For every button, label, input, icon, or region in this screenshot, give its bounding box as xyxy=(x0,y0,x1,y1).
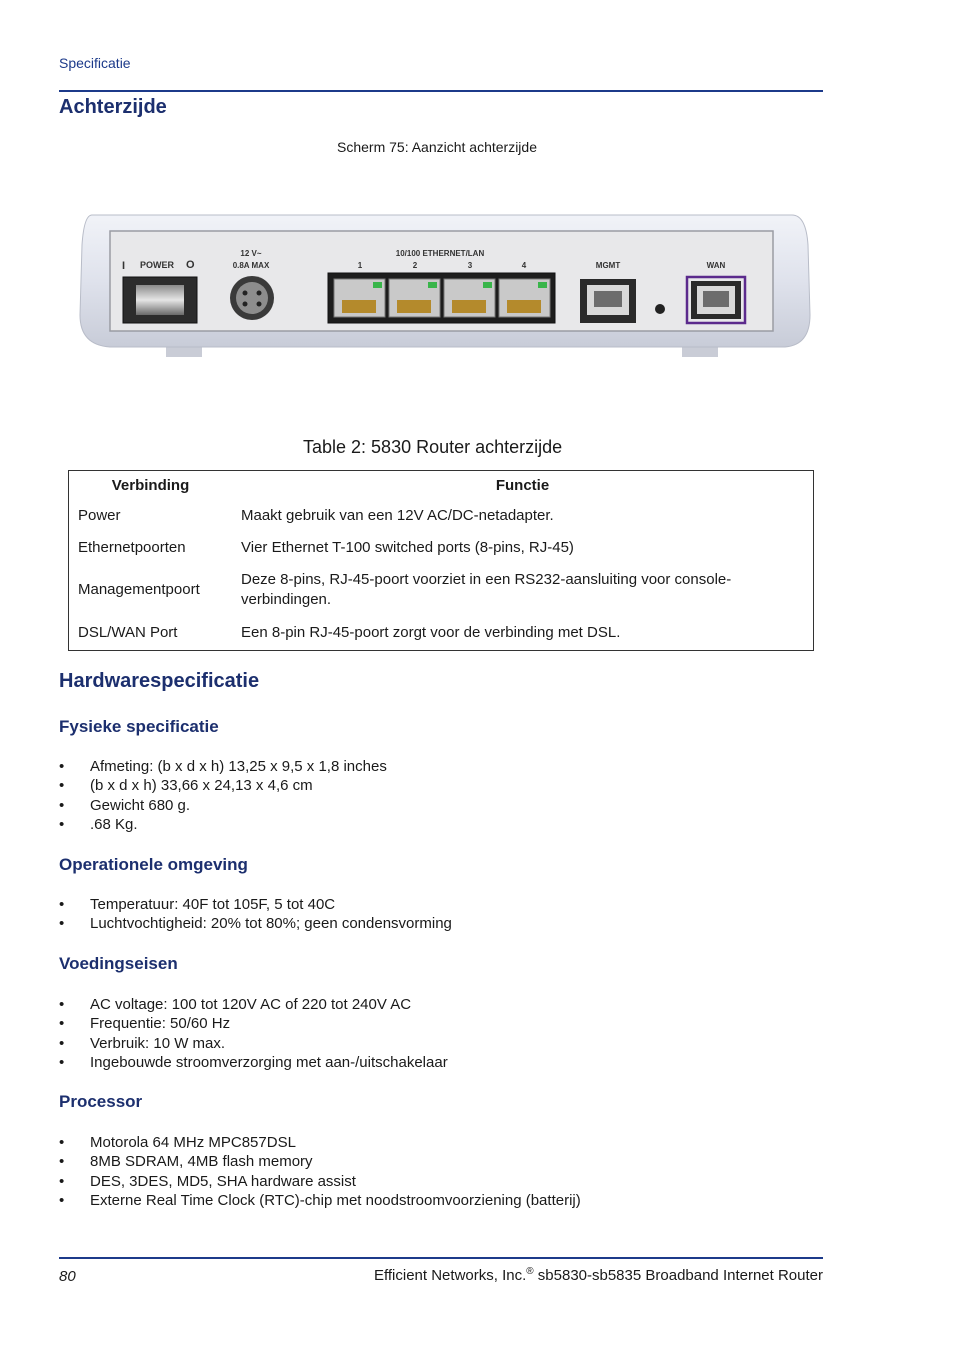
list-item xyxy=(59,1152,581,1171)
table-row xyxy=(69,500,814,532)
router-foot-right xyxy=(682,347,718,357)
mgmt-label: MGMT xyxy=(595,261,621,270)
bullet-symbol: • xyxy=(59,1172,65,1190)
bullet-symbol: • xyxy=(59,777,65,795)
list-item xyxy=(59,815,387,834)
running-header: Specificatie xyxy=(59,55,131,71)
port-number-3: 3 xyxy=(467,261,473,270)
list-item-text: Verbruik: 10 W max. xyxy=(90,1034,226,1052)
port-number-2: 2 xyxy=(412,261,418,270)
footer-product-line xyxy=(374,1266,823,1284)
list-item xyxy=(59,895,452,914)
voltage-label-1: 12 V~ xyxy=(240,249,262,258)
footer-company: Efficient Networks, Inc. xyxy=(373,1267,527,1284)
subsection-title: Voedingseisen xyxy=(59,954,178,973)
table-cell-function: Maakt gebruik van een 12V AC/DC-netadapter. xyxy=(241,507,554,524)
list-item-text: Frequentie: 50/60 Hz xyxy=(90,1015,231,1033)
bullet-symbol: • xyxy=(59,758,65,775)
list-item xyxy=(59,914,452,933)
port-number-1: 1 xyxy=(357,261,363,270)
bullet-symbol: • xyxy=(59,1015,65,1033)
power-on-mark: I xyxy=(122,260,126,272)
list-item xyxy=(59,1172,581,1191)
list-item-text: Luchtvochtigheid: 20% tot 80%; geen condensvorming xyxy=(90,915,452,933)
table-cell-connection: Power xyxy=(78,507,121,524)
list-item-text: Afmeting: (b x d x h) 13,25 x 9,5 x 1,8 inches xyxy=(90,758,387,775)
bullet-symbol: • xyxy=(59,996,65,1013)
list-item xyxy=(59,1034,448,1053)
ethernet-port-2[interactable] xyxy=(389,279,440,317)
list-item xyxy=(59,1133,581,1152)
bullet-symbol: • xyxy=(59,1053,65,1071)
table-cell-connection: Managementpoort xyxy=(78,581,200,598)
registered-mark: ® xyxy=(526,1266,534,1277)
list-item xyxy=(59,757,387,776)
bullet-list xyxy=(59,995,448,1072)
connections-table xyxy=(68,470,814,651)
list-item-text: Gewicht 680 g. xyxy=(90,796,191,814)
bullet-symbol: • xyxy=(59,815,65,833)
table-caption: Table 2: 5830 Router achterzijde xyxy=(303,437,563,457)
ethernet-label: 10/100 ETHERNET/LAN xyxy=(395,249,485,258)
table-cell-function: Vier Ethernet T-100 switched ports (8-pins, RJ-45) xyxy=(241,539,574,556)
list-item xyxy=(59,776,387,795)
list-item-text: Ingebouwde stroomverzorging met aan-/uitschakelaar xyxy=(90,1053,448,1071)
port-led-1 xyxy=(373,282,382,288)
list-item xyxy=(59,1191,581,1210)
ethernet-port-3[interactable] xyxy=(444,279,495,317)
list-item-text: AC voltage: 100 tot 120V AC of 220 tot 240V AC xyxy=(90,996,412,1013)
port-led-3 xyxy=(483,282,492,288)
router-foot-left xyxy=(166,347,202,357)
list-item-text: (b x d x h) 33,66 x 24,13 x 4,6 cm xyxy=(90,777,313,795)
port-led-2 xyxy=(428,282,437,288)
list-item xyxy=(59,1014,448,1033)
ethernet-port-1[interactable] xyxy=(334,279,385,317)
list-item-text: Temperatuur: 40F tot 105F, 5 tot 40C xyxy=(90,896,336,913)
list-item-text: Externe Real Time Clock (RTC)-chip met noodstroomvoorziening (batterij) xyxy=(90,1191,581,1209)
bullet-symbol: • xyxy=(59,1153,65,1171)
column-header-verbinding: Verbinding xyxy=(111,477,190,494)
bullet-list xyxy=(59,895,452,934)
bullet-list xyxy=(59,1133,581,1210)
list-item xyxy=(59,995,448,1014)
table-cell-connection: DSL/WAN Port xyxy=(78,623,178,641)
subsection-title: Operationele omgeving xyxy=(59,855,248,874)
bullet-symbol: • xyxy=(59,796,65,814)
port-led-4 xyxy=(538,282,547,288)
table-cell-function: Een 8-pin RJ-45-poort zorgt voor de verbinding met DSL. xyxy=(241,623,621,641)
reset-button[interactable] xyxy=(655,304,665,314)
bullet-symbol: • xyxy=(59,1034,65,1052)
table-row xyxy=(69,616,814,650)
router-back-panel-figure xyxy=(70,205,820,365)
bullet-symbol: • xyxy=(59,915,65,933)
table-row xyxy=(69,564,814,616)
wan-label: WAN xyxy=(706,261,726,270)
list-item xyxy=(59,1053,448,1072)
footer-rule xyxy=(59,1257,823,1259)
bullet-symbol: • xyxy=(59,1134,65,1151)
table-cell-connection: Ethernetpoorten xyxy=(78,539,186,556)
header-rule xyxy=(59,90,823,92)
list-item-text: .68 Kg. xyxy=(90,815,138,833)
table-cell-function: Deze 8-pins, RJ-45-poort voorziet in een RS232-aansluiting voor console-verbindingen. xyxy=(241,571,732,608)
page-number: 80 xyxy=(59,1268,76,1285)
subsection-title: Fysieke specificatie xyxy=(59,717,219,736)
list-item-text: DES, 3DES, MD5, SHA hardware assist xyxy=(90,1172,356,1190)
table-row xyxy=(69,532,814,564)
voltage-label-2: 0.8A MAX xyxy=(232,261,270,270)
ethernet-port-4[interactable] xyxy=(499,279,550,317)
subsection-title: Processor xyxy=(59,1092,143,1111)
list-item xyxy=(59,796,387,815)
port-number-4: 4 xyxy=(521,261,527,270)
figure-caption: Scherm 75: Aanzicht achterzijde xyxy=(337,139,537,155)
section-title-hardware: Hardwarespecificatie xyxy=(59,670,260,692)
footer-product: sb5830-sb5835 Broadband Internet Router xyxy=(533,1267,823,1284)
power-label: POWER xyxy=(140,260,175,270)
bullet-list xyxy=(59,757,387,834)
bullet-symbol: • xyxy=(59,896,65,913)
bullet-symbol: • xyxy=(59,1191,65,1209)
power-off-mark: O xyxy=(186,259,195,271)
list-item-text: 8MB SDRAM, 4MB flash memory xyxy=(90,1153,313,1171)
column-header-functie: Functie xyxy=(495,477,550,494)
power-switch-rocker xyxy=(136,285,184,315)
list-item-text: Motorola 64 MHz MPC857DSL xyxy=(90,1134,296,1151)
table-header-row xyxy=(69,471,814,501)
section-title-achterzijde: Achterzijde xyxy=(59,96,167,118)
